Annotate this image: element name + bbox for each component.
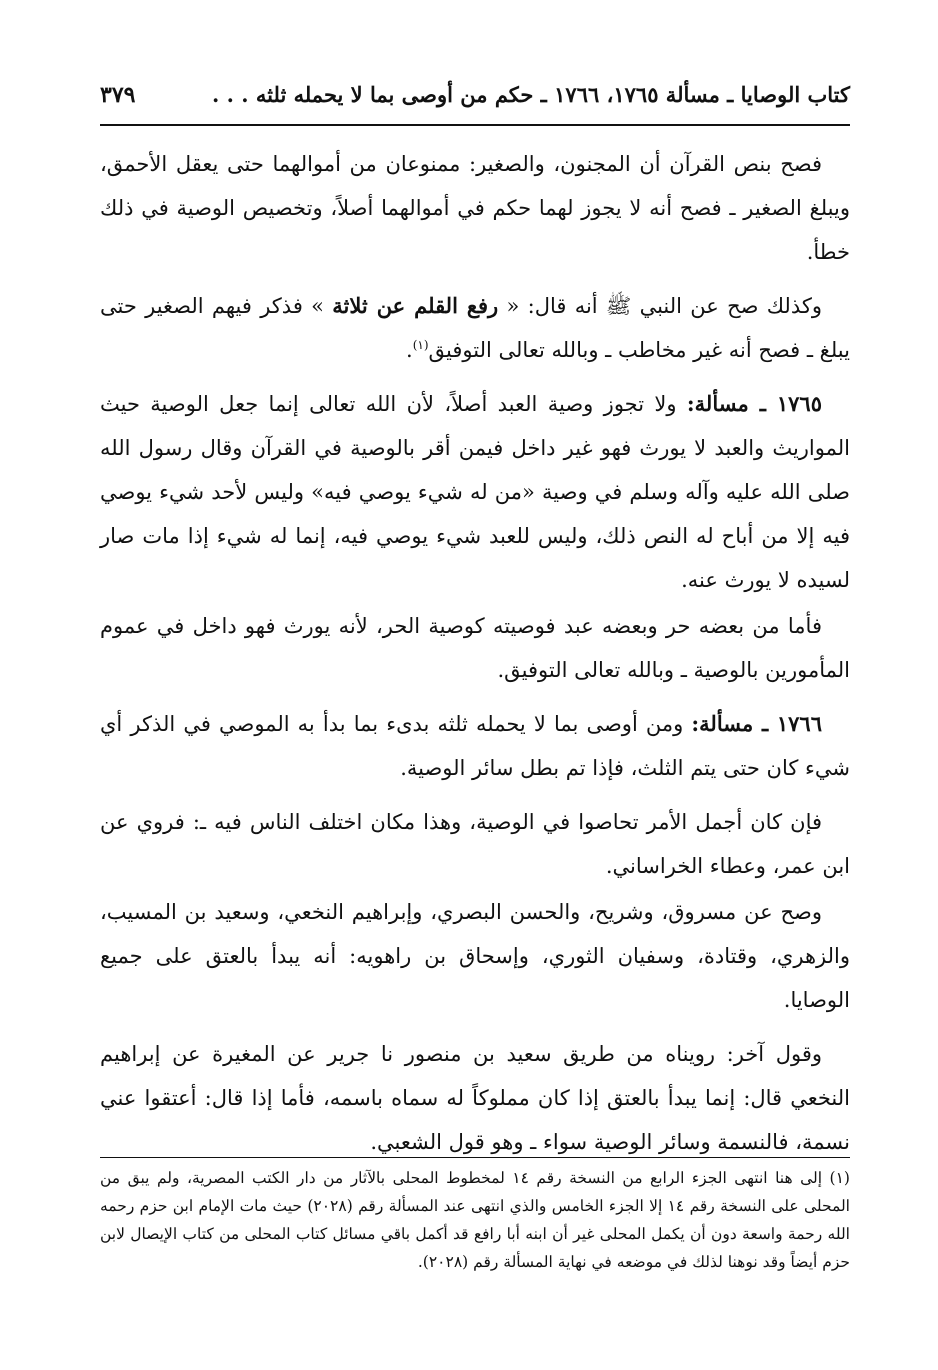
- paragraph-end: .: [406, 338, 413, 362]
- page: [100, 82, 850, 1174]
- paragraph-4: [100, 604, 850, 692]
- paragraph-text: فصح بنص القرآن أن المجنون، والصغير: ممنوعان من أموالهما حتى يعقل الأحمق، ويبلغ الصغير ـ فصح أنه لا يجوز لهما حكم في أموالهما أصلاً، وتخصيص الوصية في ذلك خطأ.: [100, 152, 850, 264]
- paragraph-text: فأما من بعضه حر وبعضه عبد فوصيته كوصية الحر، لأنه يورث فهو داخل في عموم المأمورين بالوصية ـ وبالله تعالى التوفيق.: [100, 614, 850, 682]
- body-text: [100, 142, 850, 1164]
- paragraph-text: فإن كان أجمل الأمر تحاصوا في الوصية، وهذا مكان اختلف الناس فيه ـ: فروي عن ابن عمر، وعطاء الخراساني.: [100, 810, 850, 878]
- paragraph-text: ولا تجوز وصية العبد أصلاً، لأن الله تعالى إنما جعل الوصية حيث المواريث والعبد لا يورث فهو غير داخل فيمن أقر بالوصية في القرآن وقال رسول الله صلى الله عليه وآله وسلم في وصية «من له شيء يوصي فيه» وليس لأحد شيء يوصي فيه إلا من أباح له النص ذلك، وليس للعبد شيء يوصي فيه، إنما له شيء إذا مات صار لسيده لا يورث عنه.: [100, 392, 850, 592]
- footnote-reference[interactable]: (١): [412, 338, 429, 352]
- paragraph-7: [100, 890, 850, 1022]
- paragraph-issue-1765: [100, 382, 850, 602]
- running-header: [100, 82, 850, 126]
- paragraph-text: وصح عن مسروق، وشريح، والحسن البصري، وإبراهيم النخعي، وسعيد بن المسيب، والزهري، وقتادة، وسفيان الثوري، وإسحاق بن راهويه: أنه يبدأ بالعتق على جميع الوصايا.: [100, 900, 850, 1012]
- issue-heading-1765: ١٧٦٥ ـ مسألة:: [686, 391, 822, 416]
- paragraph-6: [100, 800, 850, 888]
- issue-heading-1766: ١٧٦٦ ـ مسألة:: [691, 711, 822, 736]
- paragraph-1: [100, 142, 850, 274]
- paragraph-text: ومن أوصى بما لا يحمله ثلثه بدىء بما بدأ به الموصي في الذكر أي شيء كان حتى يتم الثلث، فإذا تم بطل سائر الوصية.: [100, 712, 850, 780]
- paragraph-text-before: وكذلك صح عن النبي ﷺ أنه قال: «: [506, 294, 822, 318]
- page-number: ٣٧٩: [100, 82, 136, 108]
- paragraph-8: [100, 1032, 850, 1164]
- footnote-marker: (١): [829, 1169, 850, 1187]
- footnote-text: إلى هنا انتهى الجزء الرابع من النسخة رقم ١٤ لمخطوط المحلى بالآثار من دار الكتب المصرية، ولم يبق من المحلى على النسخة رقم ١٤ إلا الجزء الخامس والذي انتهى عند المسألة رقم (٢٠٢٨) حيث مات الإمام ابن حزم رحمه الله رحمة واسعة دون أن يكمل المحلى غير أن ابنه أبا رافع قد أكمل باقي مسائل كتاب المحلى من كتاب الإيصال لابن حزم أيضاً وقد نوهنا لذلك في موضعه في نهاية المسألة رقم (٢٠٢٨).: [100, 1169, 850, 1271]
- footnotes: [100, 1157, 850, 1276]
- hadith-quote: رفع القلم عن ثلاثة: [332, 293, 499, 318]
- paragraph-text: وقول آخر: رويناه من طريق سعيد بن منصور نا جرير عن المغيرة عن إبراهيم النخعي قال: إنما يبدأ بالعتق إذا كان مملوكاً له سماه باسمه، فأما إذا قال: أعتقوا عني نسمة، فالنسمة وسائر الوصية سواء ـ وهو قول الشعبي.: [100, 1042, 850, 1154]
- header-title: كتاب الوصايا ـ مسألة ١٧٦٥، ١٧٦٦ ـ حكم من أوصى بما لا يحمله ثلثه . . .: [212, 82, 850, 107]
- paragraph-text-after: » فذكر فيهم الصغير حتى يبلغ ـ فصح أنه غير مخاطب ـ وبالله تعالى التوفيق: [100, 294, 850, 362]
- paragraph-issue-1766: [100, 702, 850, 790]
- footnote-1: [100, 1164, 850, 1276]
- paragraph-2: [100, 284, 850, 372]
